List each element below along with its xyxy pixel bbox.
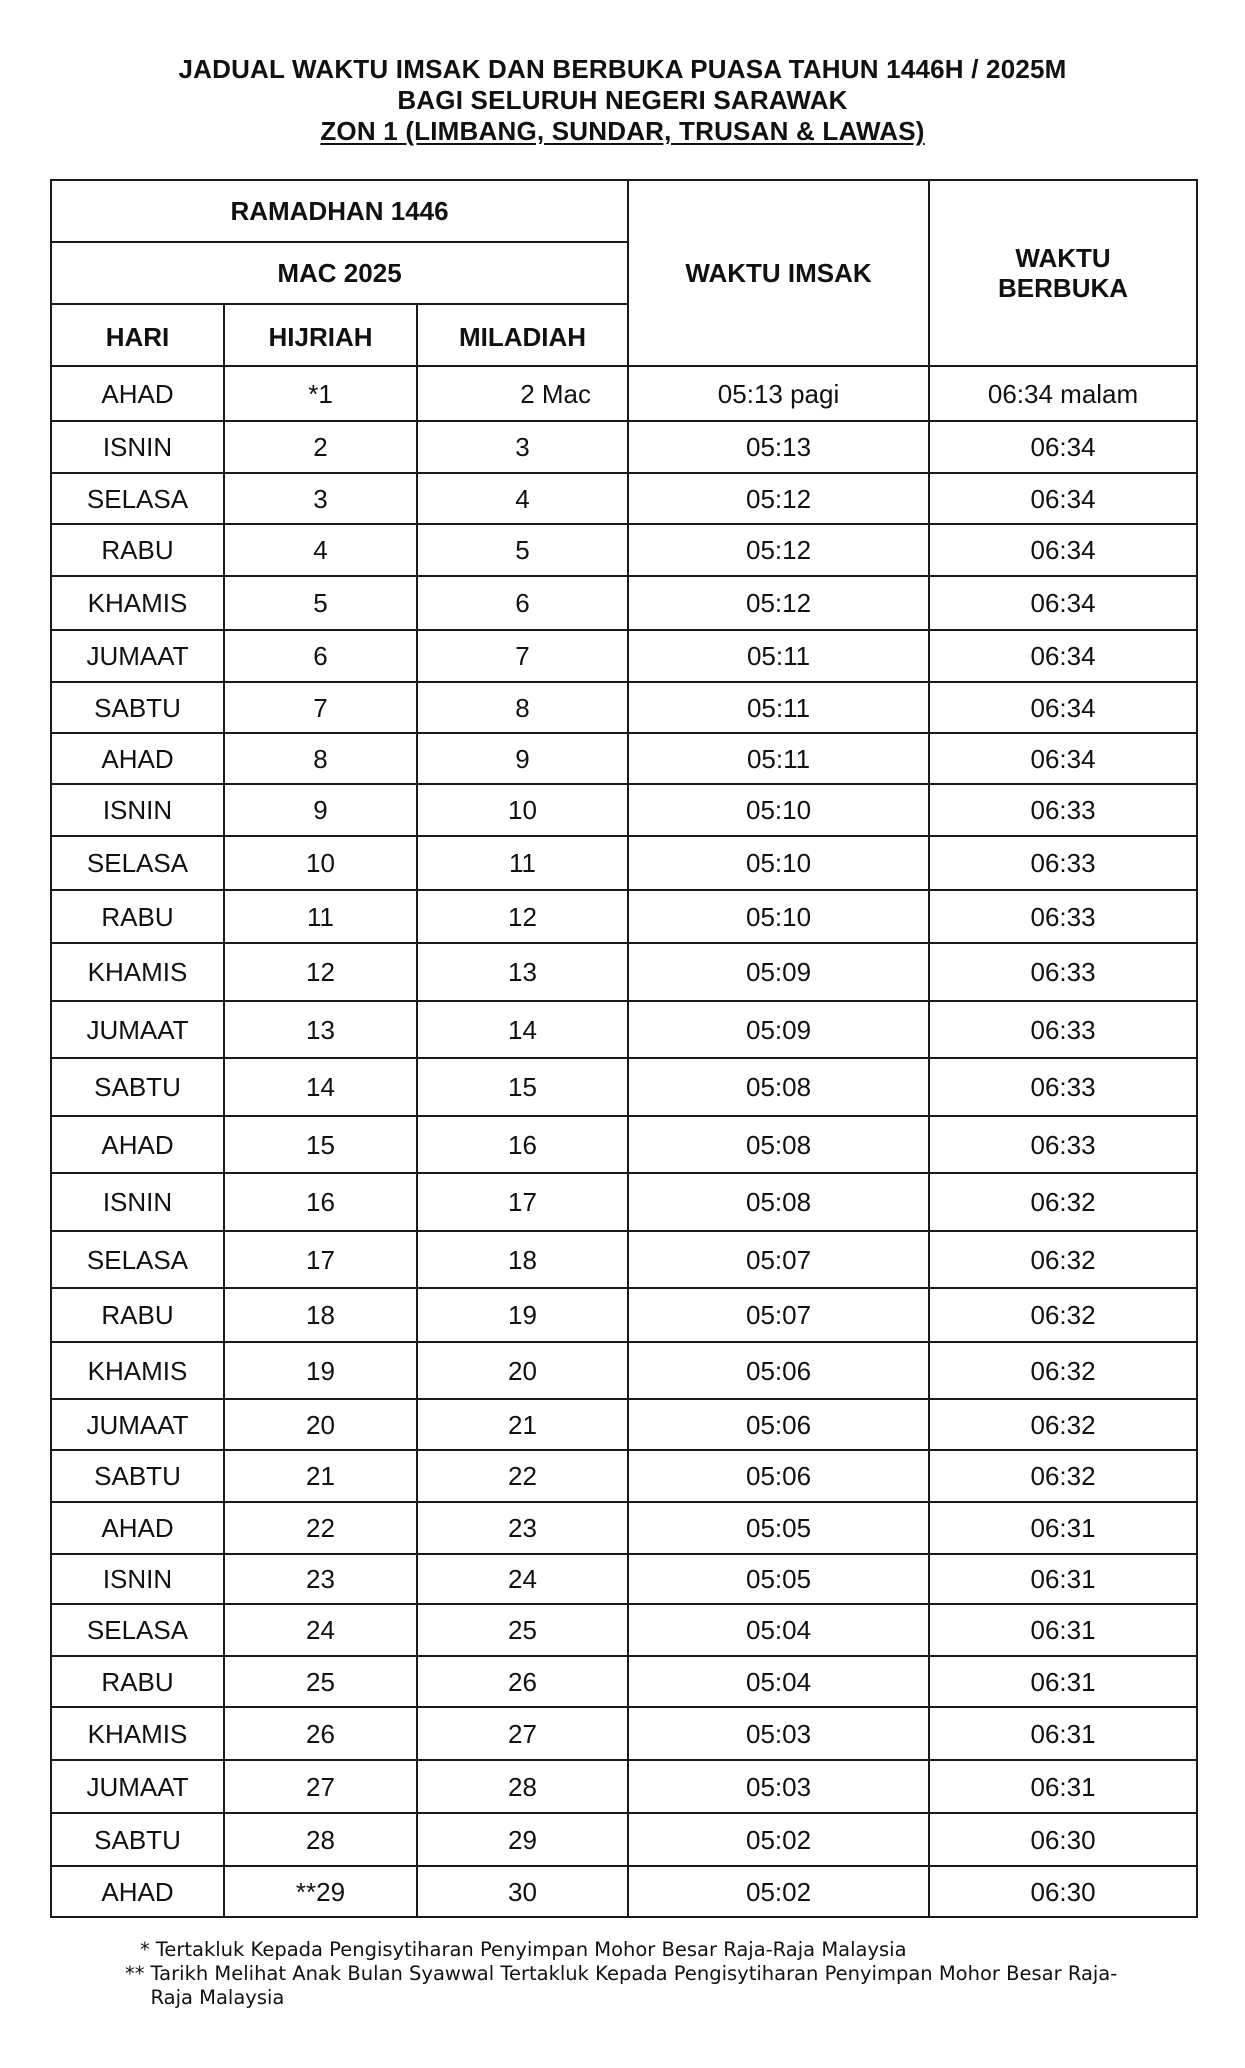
imsak-cell: 05:08 xyxy=(628,1116,929,1173)
miladiah-cell: 8 xyxy=(417,682,628,733)
table-row xyxy=(51,366,1197,421)
zone-title: ZON 1 (LIMBANG, SUNDAR, TRUSAN & LAWAS) xyxy=(320,116,925,146)
imsak-header-label: WAKTU IMSAK xyxy=(685,257,872,288)
hari-cell: SELASA xyxy=(51,473,224,524)
table-row xyxy=(51,1813,1197,1866)
miladiah-cell: 4 xyxy=(417,473,628,524)
imsak-cell: 05:04 xyxy=(628,1604,929,1656)
hijriah-cell: 3 xyxy=(224,473,417,524)
miladiah-cell: 16 xyxy=(417,1116,628,1173)
hari-cell: KHAMIS xyxy=(51,576,224,630)
table-row xyxy=(51,1554,1197,1604)
miladiah-cell: 26 xyxy=(417,1656,628,1707)
imsak-cell: 05:13 pagi xyxy=(628,366,929,421)
hijriah-cell: 20 xyxy=(224,1399,417,1450)
berbuka-cell: 06:34 xyxy=(929,630,1197,682)
footnote-2 xyxy=(125,1962,1135,2010)
hijriah-cell: 25 xyxy=(224,1656,417,1707)
imsak-cell: 05:02 xyxy=(628,1866,929,1917)
miladiah-cell: 30 xyxy=(417,1866,628,1917)
miladiah-cell: 23 xyxy=(417,1502,628,1554)
hari-cell: JUMAAT xyxy=(51,630,224,682)
hari-cell: SABTU xyxy=(51,1450,224,1502)
imsak-cell: 05:11 xyxy=(628,682,929,733)
berbuka-cell: 06:34 xyxy=(929,682,1197,733)
hari-cell: SABTU xyxy=(51,1058,224,1116)
miladiah-cell: 6 xyxy=(417,576,628,630)
berbuka-cell: 06:31 xyxy=(929,1760,1197,1813)
table-row xyxy=(51,1231,1197,1288)
hari-cell: KHAMIS xyxy=(51,1342,224,1399)
hijriah-cell: 23 xyxy=(224,1554,417,1604)
table-row xyxy=(51,682,1197,733)
imsak-cell: 05:07 xyxy=(628,1288,929,1342)
month-hijri-header: RAMADHAN 1446 xyxy=(51,180,628,242)
hijriah-cell: 9 xyxy=(224,784,417,836)
berbuka-cell: 06:31 xyxy=(929,1502,1197,1554)
table-row xyxy=(51,1656,1197,1707)
imsak-cell: 05:05 xyxy=(628,1554,929,1604)
berbuka-cell: 06:32 xyxy=(929,1288,1197,1342)
table-row xyxy=(51,1001,1197,1058)
footnote-2-text: Tarikh Melihat Anak Bulan Syawwal Tertakluk Kepada Pengisytiharan Penyimpan Mohor Besar Raja-Raja Malaysia xyxy=(150,1962,1118,2009)
imsak-cell: 05:03 xyxy=(628,1760,929,1813)
berbuka-cell: 06:32 xyxy=(929,1173,1197,1231)
hari-cell: ISNIN xyxy=(51,1173,224,1231)
berbuka-cell: 06:32 xyxy=(929,1231,1197,1288)
imsak-cell: 05:08 xyxy=(628,1058,929,1116)
miladiah-cell: 24 xyxy=(417,1554,628,1604)
hari-cell: SABTU xyxy=(51,1813,224,1866)
hari-cell: AHAD xyxy=(51,1116,224,1173)
hijriah-cell: 5 xyxy=(224,576,417,630)
document-header xyxy=(0,54,1245,147)
imsak-cell: 05:13 xyxy=(628,421,929,473)
table-row xyxy=(51,1707,1197,1760)
imsak-cell: 05:02 xyxy=(628,1813,929,1866)
miladiah-cell: 25 xyxy=(417,1604,628,1656)
hijriah-cell: 14 xyxy=(224,1058,417,1116)
month-gregorian-header: MAC 2025 xyxy=(51,242,628,304)
berbuka-cell: 06:31 xyxy=(929,1656,1197,1707)
table-row xyxy=(51,784,1197,836)
footnote-1 xyxy=(125,1938,1135,1962)
hari-cell: AHAD xyxy=(51,366,224,421)
hari-cell: SELASA xyxy=(51,836,224,890)
imsak-cell: 05:11 xyxy=(628,733,929,784)
table-row xyxy=(51,1604,1197,1656)
berbuka-cell: 06:34 xyxy=(929,473,1197,524)
miladiah-cell: 29 xyxy=(417,1813,628,1866)
hari-cell: ISNIN xyxy=(51,784,224,836)
miladiah-cell: 22 xyxy=(417,1450,628,1502)
hari-cell: SELASA xyxy=(51,1231,224,1288)
hijriah-cell: 12 xyxy=(224,943,417,1001)
hari-cell: RABU xyxy=(51,1656,224,1707)
table-row xyxy=(51,1866,1197,1917)
berbuka-cell: 06:32 xyxy=(929,1342,1197,1399)
table-header xyxy=(51,180,1197,366)
berbuka-header-line2: BERBUKA xyxy=(998,273,1129,303)
miladiah-cell: 10 xyxy=(417,784,628,836)
miladiah-cell: 5 xyxy=(417,524,628,576)
miladiah-cell: 21 xyxy=(417,1399,628,1450)
table-row xyxy=(51,1399,1197,1450)
berbuka-cell: 06:33 xyxy=(929,836,1197,890)
berbuka-cell: 06:33 xyxy=(929,890,1197,943)
hijriah-cell: 24 xyxy=(224,1604,417,1656)
table-row xyxy=(51,576,1197,630)
miladiah-cell: 18 xyxy=(417,1231,628,1288)
hijriah-cell: 22 xyxy=(224,1502,417,1554)
hijriah-cell: 13 xyxy=(224,1001,417,1058)
hari-cell: ISNIN xyxy=(51,421,224,473)
miladiah-cell: 28 xyxy=(417,1760,628,1813)
imsak-cell: 05:11 xyxy=(628,630,929,682)
berbuka-cell: 06:31 xyxy=(929,1707,1197,1760)
miladiah-cell: 14 xyxy=(417,1001,628,1058)
table-row xyxy=(51,1450,1197,1502)
hari-header xyxy=(51,304,224,366)
footnote-1-text: Tertakluk Kepada Pengisytiharan Penyimpan Mohor Besar Raja-Raja Malaysia xyxy=(155,1938,907,1961)
berbuka-cell: 06:30 xyxy=(929,1813,1197,1866)
imsak-cell: 05:06 xyxy=(628,1399,929,1450)
berbuka-cell: 06:34 xyxy=(929,524,1197,576)
miladiah-cell: 17 xyxy=(417,1173,628,1231)
table-row xyxy=(51,1342,1197,1399)
hijriah-cell: 27 xyxy=(224,1760,417,1813)
hijriah-cell: 28 xyxy=(224,1813,417,1866)
berbuka-cell: 06:33 xyxy=(929,943,1197,1001)
imsak-cell: 05:05 xyxy=(628,1502,929,1554)
berbuka-header-line1: WAKTU xyxy=(1015,243,1111,273)
imsak-cell: 05:10 xyxy=(628,890,929,943)
hari-cell: JUMAAT xyxy=(51,1760,224,1813)
hari-cell: AHAD xyxy=(51,733,224,784)
berbuka-cell: 06:34 malam xyxy=(929,366,1197,421)
table-row xyxy=(51,473,1197,524)
imsak-cell: 05:09 xyxy=(628,943,929,1001)
berbuka-cell: 06:33 xyxy=(929,1058,1197,1116)
imsak-cell: 05:10 xyxy=(628,836,929,890)
hijriah-cell: 19 xyxy=(224,1342,417,1399)
berbuka-cell: 06:34 xyxy=(929,576,1197,630)
table-row xyxy=(51,1502,1197,1554)
hari-cell: JUMAAT xyxy=(51,1399,224,1450)
imsak-cell: 05:12 xyxy=(628,576,929,630)
imsak-cell: 05:12 xyxy=(628,473,929,524)
imsak-cell: 05:09 xyxy=(628,1001,929,1058)
table-row xyxy=(51,1116,1197,1173)
berbuka-cell: 06:34 xyxy=(929,421,1197,473)
hijriah-cell: 2 xyxy=(224,421,417,473)
table-row xyxy=(51,630,1197,682)
miladiah-cell: 13 xyxy=(417,943,628,1001)
miladiah-cell: 2 Mac xyxy=(417,366,628,421)
table-row xyxy=(51,943,1197,1001)
miladiah-header-label: MILADIAH xyxy=(458,322,587,352)
berbuka-cell: 06:32 xyxy=(929,1450,1197,1502)
berbuka-cell: 06:33 xyxy=(929,784,1197,836)
berbuka-cell: 06:30 xyxy=(929,1866,1197,1917)
hijriah-header xyxy=(224,304,417,366)
table-row xyxy=(51,1288,1197,1342)
hijriah-cell: 18 xyxy=(224,1288,417,1342)
hari-cell: SABTU xyxy=(51,682,224,733)
hijriah-cell: 11 xyxy=(224,890,417,943)
hijriah-cell: 15 xyxy=(224,1116,417,1173)
hijriah-cell: 7 xyxy=(224,682,417,733)
miladiah-cell: 27 xyxy=(417,1707,628,1760)
berbuka-cell: 06:32 xyxy=(929,1399,1197,1450)
schedule-table xyxy=(50,179,1198,1918)
miladiah-cell: 9 xyxy=(417,733,628,784)
miladiah-cell: 3 xyxy=(417,421,628,473)
miladiah-cell: 7 xyxy=(417,630,628,682)
hari-cell: RABU xyxy=(51,524,224,576)
berbuka-cell: 06:33 xyxy=(929,1001,1197,1058)
miladiah-cell: 12 xyxy=(417,890,628,943)
hijriah-header-label: HIJRIAH xyxy=(268,322,373,352)
imsak-cell: 05:12 xyxy=(628,524,929,576)
imsak-header xyxy=(628,180,929,366)
hijriah-cell: 21 xyxy=(224,1450,417,1502)
hijriah-cell: 6 xyxy=(224,630,417,682)
table-body xyxy=(51,366,1197,1917)
berbuka-cell: 06:33 xyxy=(929,1116,1197,1173)
footnotes xyxy=(125,1938,1135,2010)
table-row xyxy=(51,421,1197,473)
footnote-2-mark: ** xyxy=(125,1962,145,1985)
table-row xyxy=(51,890,1197,943)
hijriah-cell: 17 xyxy=(224,1231,417,1288)
hijriah-cell: 4 xyxy=(224,524,417,576)
hari-cell: ISNIN xyxy=(51,1554,224,1604)
berbuka-cell: 06:34 xyxy=(929,733,1197,784)
imsak-cell: 05:07 xyxy=(628,1231,929,1288)
hijriah-cell: **29 xyxy=(224,1866,417,1917)
imsak-cell: 05:03 xyxy=(628,1707,929,1760)
hari-cell: KHAMIS xyxy=(51,943,224,1001)
hari-cell: RABU xyxy=(51,890,224,943)
miladiah-cell: 20 xyxy=(417,1342,628,1399)
table-row xyxy=(51,733,1197,784)
table-row xyxy=(51,1173,1197,1231)
imsak-cell: 05:06 xyxy=(628,1342,929,1399)
table-row xyxy=(51,524,1197,576)
hari-cell: AHAD xyxy=(51,1502,224,1554)
hijriah-cell: 8 xyxy=(224,733,417,784)
hari-header-label: HARI xyxy=(105,322,170,352)
hijriah-cell: 10 xyxy=(224,836,417,890)
imsak-cell: 05:06 xyxy=(628,1450,929,1502)
table-row xyxy=(51,1760,1197,1813)
hijriah-cell: 16 xyxy=(224,1173,417,1231)
hari-cell: RABU xyxy=(51,1288,224,1342)
imsak-cell: 05:08 xyxy=(628,1173,929,1231)
berbuka-cell: 06:31 xyxy=(929,1604,1197,1656)
footnote-1-mark: * xyxy=(140,1938,150,1961)
berbuka-header xyxy=(929,180,1197,366)
hijriah-cell: *1 xyxy=(224,366,417,421)
hari-cell: JUMAAT xyxy=(51,1001,224,1058)
imsak-cell: 05:04 xyxy=(628,1656,929,1707)
title-line-1: JADUAL WAKTU IMSAK DAN BERBUKA PUASA TAHUN 1446H / 2025M xyxy=(178,54,1067,84)
hari-cell: SELASA xyxy=(51,1604,224,1656)
miladiah-cell: 19 xyxy=(417,1288,628,1342)
table-row xyxy=(51,836,1197,890)
title-line-2: BAGI SELURUH NEGERI SARAWAK xyxy=(397,85,848,115)
hari-cell: AHAD xyxy=(51,1866,224,1917)
hijriah-cell: 26 xyxy=(224,1707,417,1760)
berbuka-cell: 06:31 xyxy=(929,1554,1197,1604)
miladiah-cell: 15 xyxy=(417,1058,628,1116)
imsak-cell: 05:10 xyxy=(628,784,929,836)
hari-cell: KHAMIS xyxy=(51,1707,224,1760)
table-row xyxy=(51,1058,1197,1116)
miladiah-header xyxy=(417,304,628,366)
miladiah-cell: 11 xyxy=(417,836,628,890)
